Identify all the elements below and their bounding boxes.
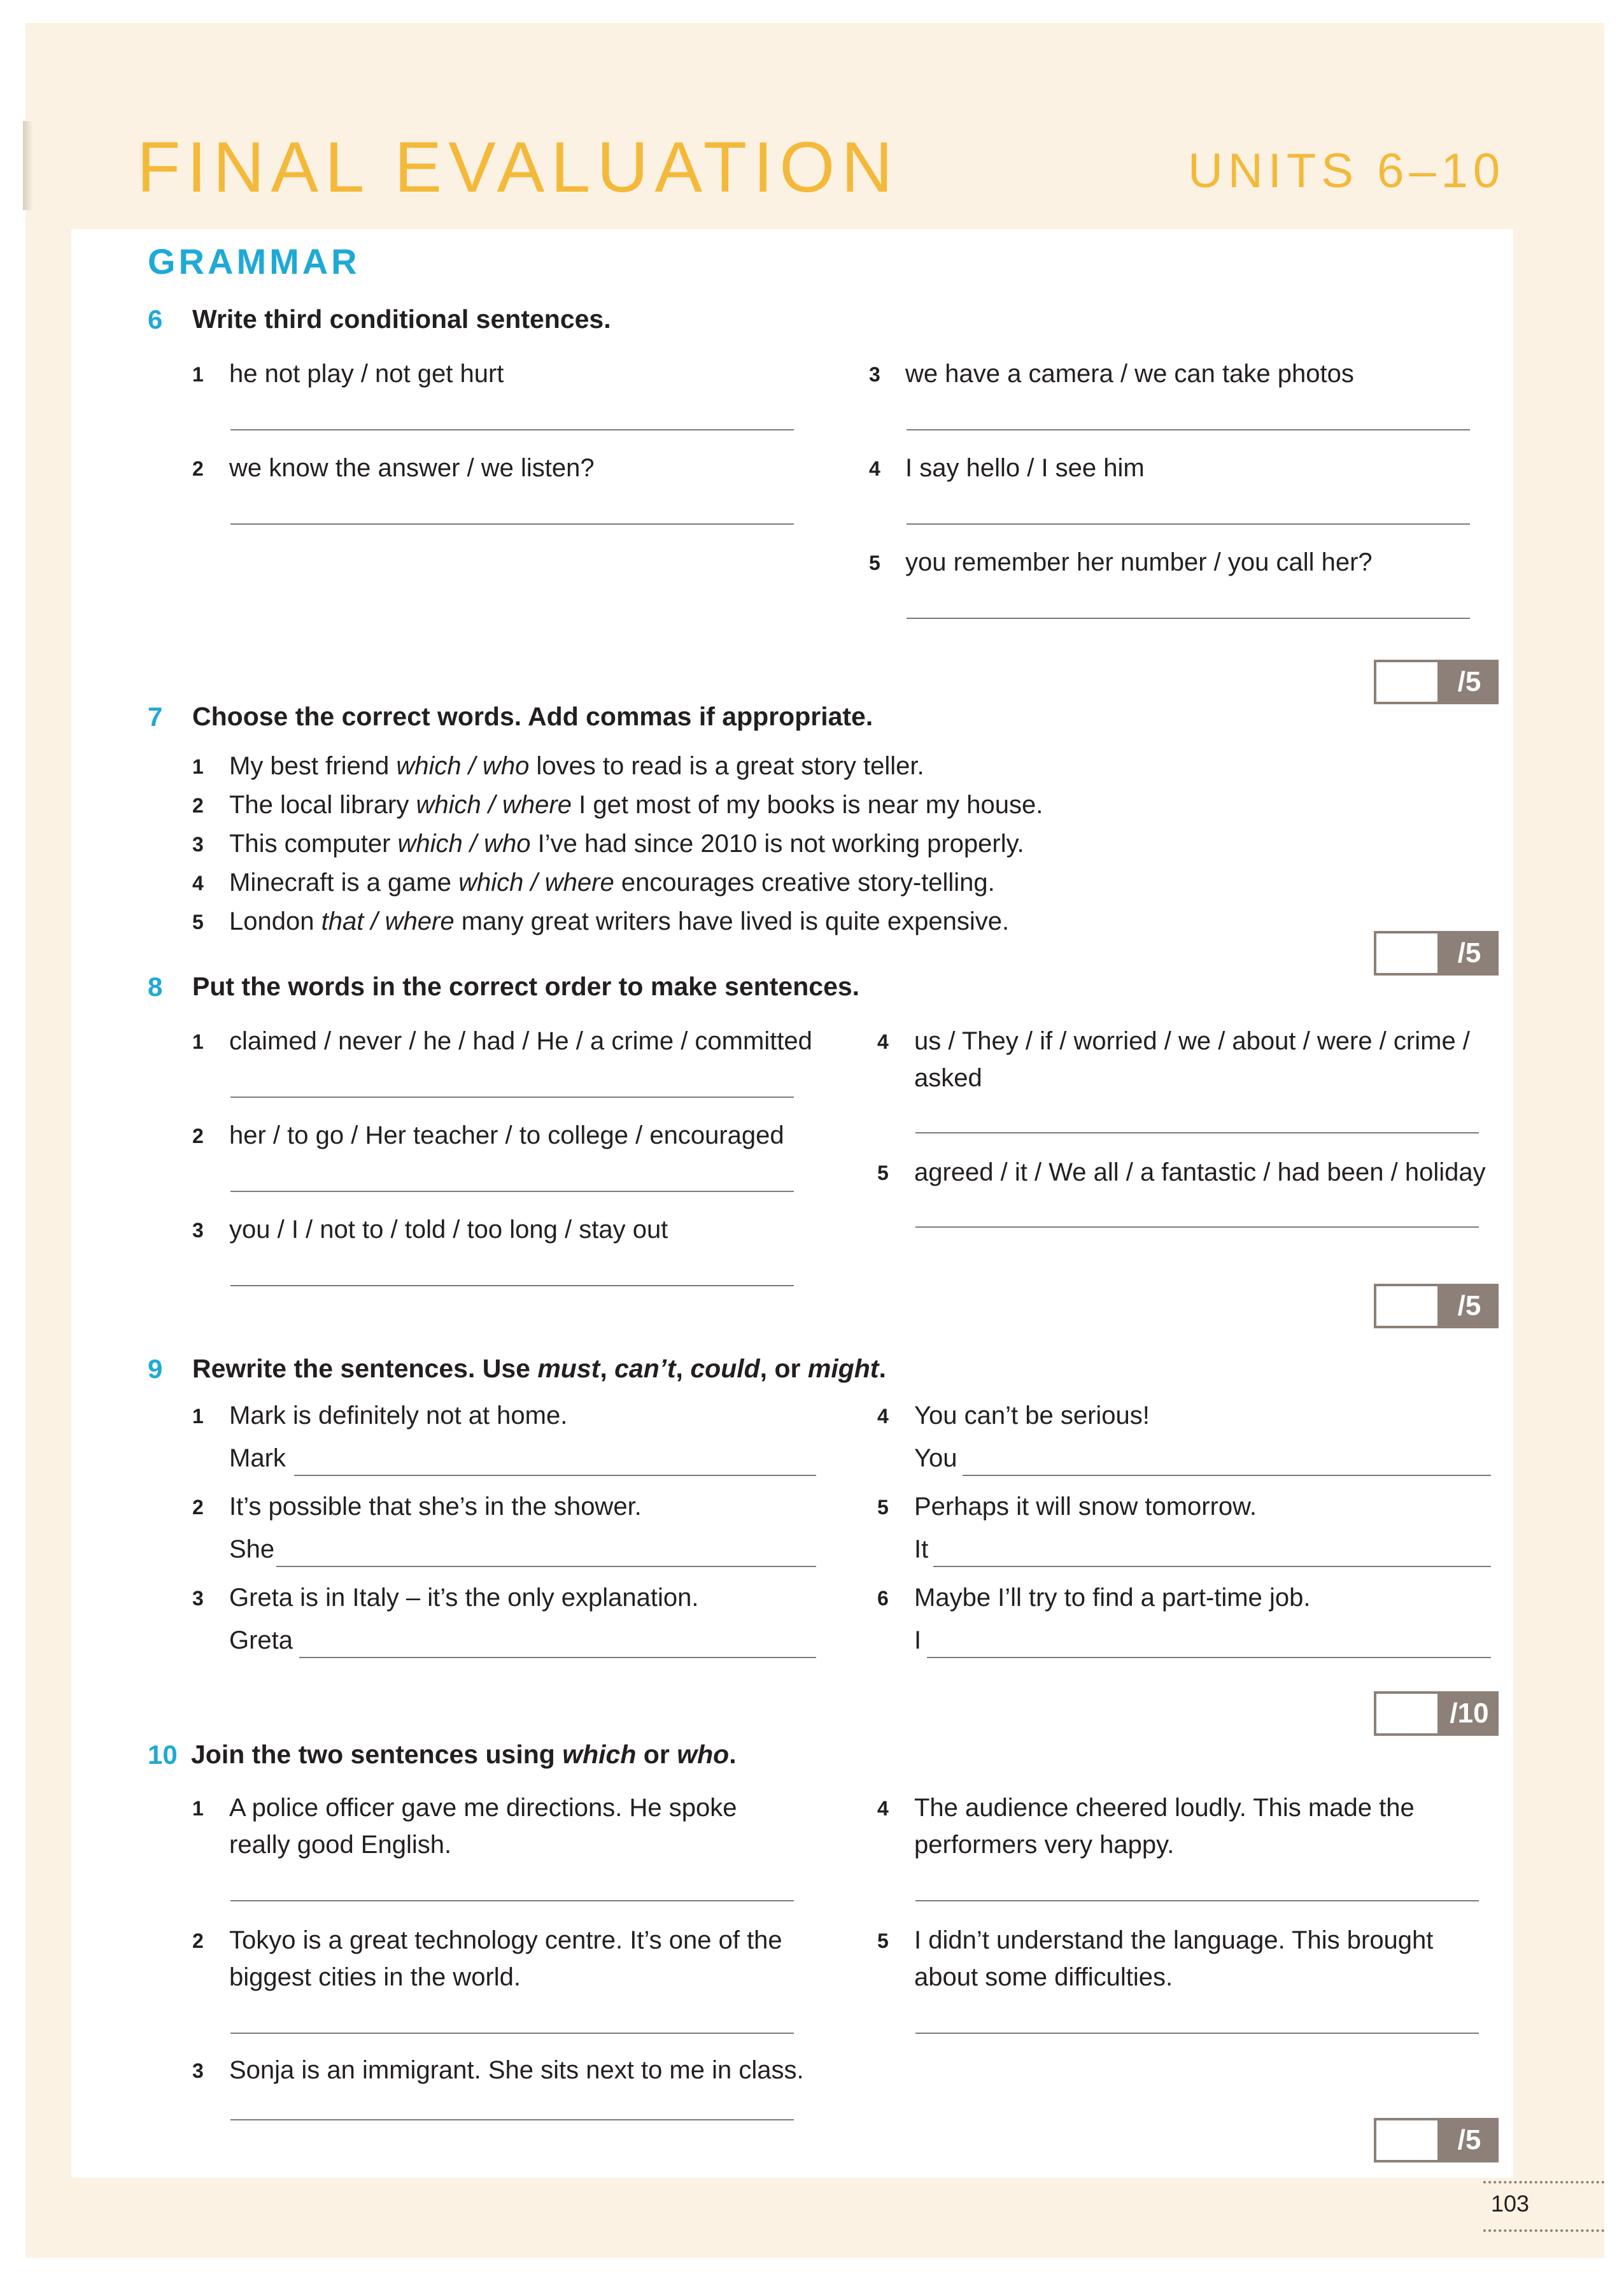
ex9-sentence-start: Mark (229, 1444, 286, 1472)
exercise-9-number: 9 (148, 1354, 163, 1384)
ex6-item-text: we have a camera / we can take photos (905, 360, 1354, 388)
ex6-item-text: I say hello / I see him (905, 454, 1145, 482)
answer-line[interactable] (230, 429, 794, 430)
dotted-rule (1483, 2229, 1604, 2232)
score-input-box[interactable] (1374, 931, 1440, 976)
word-choice[interactable]: which / who (397, 830, 531, 858)
ex10-item-number: 5 (877, 1929, 889, 1952)
word-choice[interactable]: that / where (321, 907, 455, 935)
score-input-box[interactable] (1374, 2118, 1440, 2162)
ex8-item-text: you / I / not to / told / too long / stay out (229, 1216, 668, 1244)
ex10-item-text: Sonja is an immigrant. She sits next to me in class. (229, 2056, 804, 2084)
dotted-rule (1483, 2181, 1604, 2183)
ex8-item-number: 4 (877, 1030, 889, 1053)
ex9-sentence-start: She (229, 1535, 275, 1563)
word-choice[interactable]: which / where (458, 869, 614, 897)
answer-line[interactable] (230, 2033, 794, 2034)
answer-line[interactable] (230, 1900, 794, 1901)
score-box (1374, 1691, 1499, 1736)
ex9-item-text: You can’t be serious! (914, 1402, 1150, 1430)
answer-line[interactable] (915, 1900, 1479, 1901)
score-input-box[interactable] (1374, 1284, 1440, 1328)
score-input-box[interactable] (1374, 660, 1440, 704)
exercise-8-instruction: Put the words in the correct order to make sentences. (192, 972, 860, 1001)
score-input-box[interactable] (1374, 1691, 1440, 1736)
exercise-7-instruction: Choose the correct words. Add commas if appropriate. (192, 702, 873, 731)
exercise-6-number: 6 (148, 304, 163, 334)
ex6-item-number: 2 (192, 457, 204, 480)
ex9-item-number: 1 (192, 1405, 204, 1428)
worksheet-paper (71, 229, 1513, 2178)
ex9-item-number: 5 (877, 1496, 889, 1519)
answer-line[interactable] (933, 1566, 1491, 1567)
ex7-item-number: 3 (192, 833, 204, 856)
ex8-item-text: us / They / if / worried / we / about / were / crime / asked (914, 1027, 1470, 1092)
ex10-item-text: I didn’t understand the language. This brought about some difficulties. (914, 1926, 1434, 1991)
answer-line[interactable] (915, 1226, 1479, 1228)
units-label: UNITS 6–10 (1188, 144, 1506, 198)
answer-line[interactable] (963, 1475, 1491, 1476)
exercise-7-number: 7 (148, 702, 163, 732)
exercise-6-instruction: Write third conditional sentences. (192, 304, 611, 334)
ex9-sentence-start: You (914, 1444, 957, 1472)
ex7-item-sentence: The local library which / where I get most of my books is near my house. (229, 791, 1043, 819)
ex9-sentence-start: I (914, 1626, 922, 1654)
answer-line[interactable] (915, 1132, 1479, 1133)
score-total: /5 (1440, 1284, 1499, 1328)
ex6-item-text: you remember her number / you call her? (905, 548, 1373, 576)
ex9-item-number: 2 (192, 1496, 204, 1519)
ex7-item-sentence: Minecraft is a game which / where encourages creative story-telling. (229, 869, 995, 897)
exercise-10-number: 10 (148, 1740, 178, 1770)
score-box (1374, 931, 1499, 976)
word-choice[interactable]: which / where (416, 791, 572, 819)
ex9-item-text: It’s possible that she’s in the shower. (229, 1493, 642, 1521)
ex6-item-text: he not play / not get hurt (229, 360, 504, 388)
ex9-item-number: 4 (877, 1405, 889, 1428)
score-total: /10 (1440, 1691, 1499, 1736)
ex8-item-text: claimed / never / he / had / He / a crime / committed (229, 1027, 812, 1055)
score-total: /5 (1440, 660, 1499, 704)
answer-line[interactable] (915, 2033, 1479, 2034)
score-total: /5 (1440, 2118, 1499, 2162)
ex8-item-number: 1 (192, 1030, 204, 1053)
exercise-9-instruction: Rewrite the sentences. Use must, can’t, could, or might. (192, 1354, 886, 1383)
ex7-item-sentence: My best friend which / who loves to read is a great story teller. (229, 752, 924, 780)
answer-line[interactable] (276, 1566, 816, 1567)
answer-line[interactable] (907, 523, 1470, 525)
ex10-item-text: The audience cheered loudly. This made the performers very happy. (914, 1794, 1415, 1859)
footer-band (25, 2178, 1604, 2258)
answer-line[interactable] (230, 523, 794, 525)
ex10-item-number: 2 (192, 1929, 204, 1952)
answer-line[interactable] (294, 1475, 816, 1476)
ex7-item-number: 4 (192, 872, 204, 895)
ex8-item-number: 5 (877, 1161, 889, 1184)
answer-line[interactable] (230, 2119, 794, 2120)
page-title: FINAL EVALUATION (137, 127, 900, 207)
ex10-item-number: 1 (192, 1797, 204, 1820)
ex7-item-sentence: London that / where many great writers have lived is quite expensive. (229, 907, 1010, 935)
page-fold-shadow (23, 121, 33, 210)
ex8-item-number: 2 (192, 1125, 204, 1147)
answer-line[interactable] (230, 1285, 794, 1286)
ex9-item-number: 6 (877, 1587, 889, 1610)
ex6-item-number: 4 (869, 457, 880, 480)
ex7-item-sentence: This computer which / who I’ve had since 2010 is not working properly. (229, 830, 1024, 858)
ex6-item-number: 1 (192, 363, 204, 386)
score-box (1374, 2118, 1499, 2162)
ex9-item-text: Greta is in Italy – it’s the only explanation. (229, 1584, 699, 1612)
word-choice[interactable]: which / who (396, 752, 530, 780)
ex9-item-text: Maybe I’ll try to find a part-time job. (914, 1584, 1311, 1612)
ex7-item-number: 1 (192, 755, 204, 778)
ex10-item-text: Tokyo is a great technology centre. It’s one of the biggest cities in the world. (229, 1926, 782, 1991)
answer-line[interactable] (230, 1191, 794, 1192)
answer-line[interactable] (230, 1097, 794, 1098)
exercise-10-instruction: Join the two sentences using which or who. (191, 1740, 737, 1769)
ex9-item-text: Mark is definitely not at home. (229, 1402, 568, 1430)
ex9-sentence-start: It (914, 1535, 929, 1563)
ex9-sentence-start: Greta (229, 1626, 293, 1654)
page-number: 103 (1491, 2190, 1530, 2217)
ex10-item-text: A police officer gave me directions. He spoke really good English. (229, 1794, 737, 1859)
ex7-item-number: 2 (192, 794, 204, 817)
section-heading: GRAMMAR (148, 241, 360, 281)
score-total: /5 (1440, 931, 1499, 976)
score-box (1374, 1284, 1499, 1328)
ex6-item-number: 5 (869, 551, 880, 574)
exercise-8-number: 8 (148, 972, 163, 1002)
ex10-item-number: 3 (192, 2059, 204, 2082)
ex8-item-text: agreed / it / We all / a fantastic / had been / holiday (914, 1158, 1486, 1186)
answer-line[interactable] (907, 618, 1470, 619)
ex9-item-text: Perhaps it will snow tomorrow. (914, 1493, 1257, 1521)
score-box (1374, 660, 1499, 704)
ex6-item-text: we know the answer / we listen? (229, 454, 595, 482)
answer-line[interactable] (907, 429, 1470, 430)
answer-line[interactable] (299, 1657, 816, 1658)
ex9-item-number: 3 (192, 1587, 204, 1610)
ex8-item-number: 3 (192, 1219, 204, 1242)
ex10-item-number: 4 (877, 1797, 889, 1820)
ex7-item-number: 5 (192, 911, 204, 934)
ex8-item-text: her / to go / Her teacher / to college / encouraged (229, 1121, 784, 1149)
ex6-item-number: 3 (869, 363, 880, 386)
answer-line[interactable] (927, 1657, 1491, 1658)
